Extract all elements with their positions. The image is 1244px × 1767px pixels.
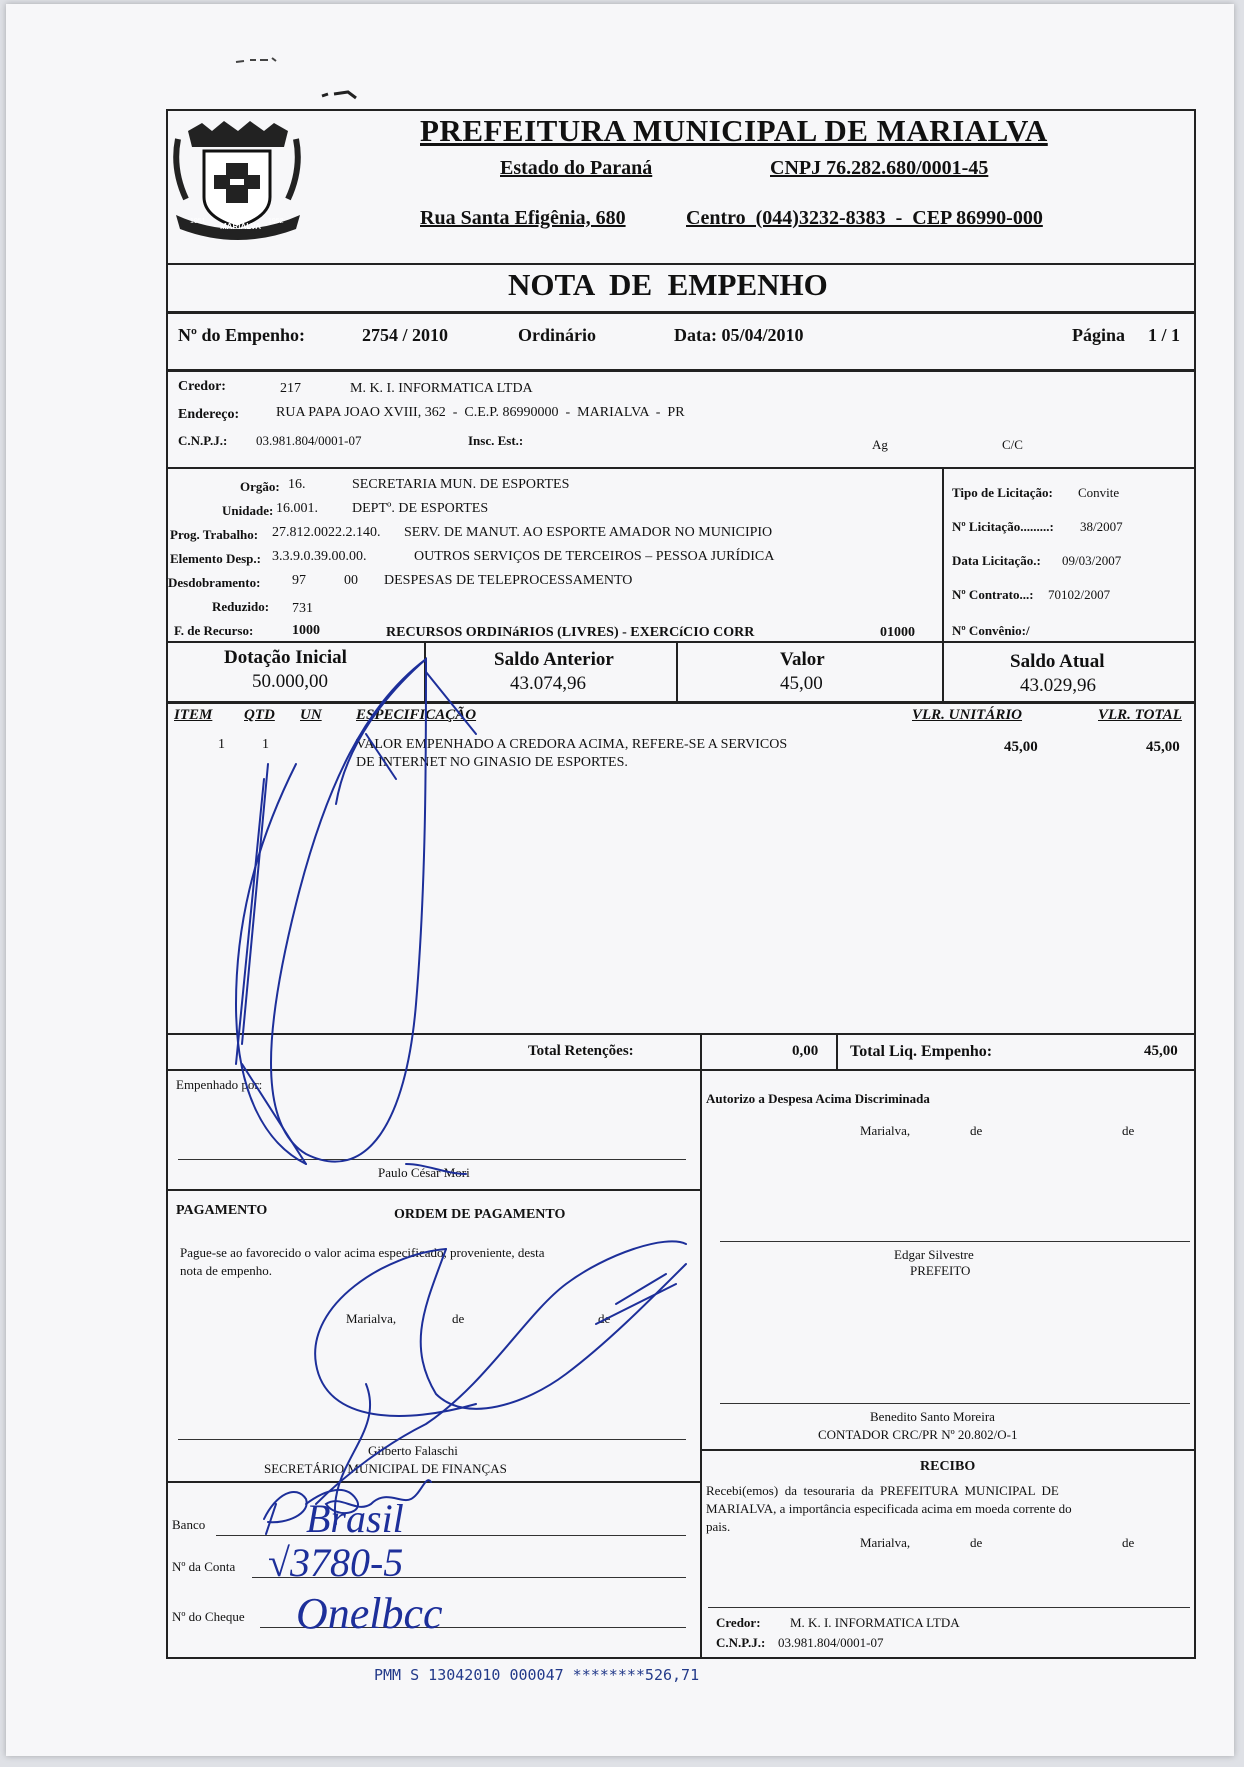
- document-page: [6, 4, 1234, 1756]
- pagamento-text-line2: nota de empenho.: [180, 1263, 273, 1278]
- coat-year-left: 1951: [190, 218, 206, 225]
- recurso-label: F. de Recurso:: [174, 623, 254, 638]
- recibo-credor-label: Credor:: [716, 1615, 761, 1630]
- recurso-code2: 01000: [880, 625, 915, 640]
- empenho-date: Data: 05/04/2010: [674, 325, 804, 345]
- elemento-label: Elemento Desp.:: [170, 551, 261, 566]
- doc-title: NOTA DE EMPENHO: [508, 267, 828, 302]
- pagamento-de1: de: [452, 1311, 465, 1326]
- autorizo-label: Autorizo a Despesa Acima Discriminada: [706, 1091, 930, 1106]
- col-qtd: QTD: [244, 707, 275, 723]
- saldo-atual-label: Saldo Atual: [1010, 651, 1105, 672]
- liq-empenho-label: Total Liq. Empenho:: [850, 1043, 993, 1060]
- endereco-label: Endereço:: [178, 407, 240, 422]
- dotacao-label: Dotação Inicial: [224, 647, 347, 668]
- prog-trabalho-code: 27.812.0022.2.140.: [272, 525, 381, 540]
- ag-label: Ag: [872, 437, 888, 452]
- prog-trabalho-label: Prog. Trabalho:: [170, 527, 259, 542]
- orgao-code: 16.: [288, 477, 306, 492]
- empenho-number-label: Nº do Empenho:: [178, 325, 305, 345]
- cheque-handwritten: Onelbcc: [296, 1589, 443, 1638]
- desdobramento-name: DESPESAS DE TELEPROCESSAMENTO: [384, 573, 633, 588]
- pagamento-place: Marialva,: [346, 1311, 397, 1326]
- page-label: Página: [1072, 325, 1126, 345]
- row-unit-value: 45,00: [1004, 739, 1038, 755]
- address-label: Rua Santa Efigênia, 680: [420, 207, 626, 229]
- coat-motto: MARIALVA: [220, 222, 262, 231]
- recibo-place: Marialva,: [860, 1535, 911, 1550]
- contrato-value: 70102/2007: [1048, 587, 1111, 602]
- contrato-label: Nº Contrato...:: [952, 587, 1034, 602]
- saldo-anterior-value: 43.074,96: [510, 673, 586, 694]
- data-licitacao-label: Data Licitação.:: [952, 553, 1041, 568]
- tipo-licitacao-label: Tipo de Licitação:: [952, 485, 1053, 500]
- desdobramento-label: Desdobramento:: [168, 575, 261, 590]
- top-scribble: [226, 54, 386, 104]
- autorizo-de1: de: [970, 1123, 983, 1138]
- col-vlr-unitario: VLR. UNITÁRIO: [912, 707, 1023, 723]
- coat-year-right: 1952: [268, 218, 284, 225]
- prog-trabalho-name: SERV. DE MANUT. AO ESPORTE AMADOR NO MUNICIPIO: [404, 525, 773, 540]
- valor-label: Valor: [780, 649, 825, 670]
- row-total-value: 45,00: [1146, 739, 1180, 755]
- liq-empenho-value: 45,00: [1144, 1043, 1178, 1059]
- tipo-licitacao-value: Convite: [1078, 485, 1120, 500]
- row-desc-line2: DE INTERNET NO GINASIO DE ESPORTES.: [356, 755, 628, 770]
- orgao-name: SECRETARIA MUN. DE ESPORTES: [352, 477, 570, 492]
- valor-value: 45,00: [780, 673, 823, 694]
- recibo-de1: de: [970, 1535, 983, 1550]
- dotacao-value: 50.000,00: [252, 671, 328, 692]
- conta-label: Nº da Conta: [172, 1559, 236, 1574]
- retencoes-label: Total Retenções:: [528, 1043, 634, 1059]
- empenho-type: Ordinário: [518, 325, 597, 345]
- col-item: ITEM: [174, 707, 213, 723]
- empenho-form: [166, 109, 1196, 1659]
- pagamento-de2: de: [598, 1311, 611, 1326]
- convenio-label: Nº Convênio:/: [952, 623, 1030, 638]
- col-especificacao: ESPECIFICAÇÃO: [356, 707, 477, 723]
- page-number: 1 / 1: [1148, 325, 1181, 345]
- ordem-pagamento-label: ORDEM DE PAGAMENTO: [394, 1207, 566, 1222]
- gilberto-title: SECRETÁRIO MUNICIPAL DE FINANÇAS: [264, 1461, 507, 1476]
- row-qtd: 1: [262, 737, 269, 752]
- col-un: UN: [300, 707, 322, 723]
- state-label: Estado do Paraná: [500, 157, 653, 179]
- payment-stamp: PMM S 13042010 000047 ********526,71: [374, 1666, 700, 1684]
- saldo-atual-value: 43.029,96: [1020, 675, 1096, 696]
- conta-handwritten: √3780-5: [268, 1540, 404, 1585]
- elemento-name: OUTROS SERVIÇOS DE TERCEIROS – PESSOA JURÍDICA: [414, 549, 775, 564]
- contador-name: Benedito Santo Moreira: [870, 1409, 995, 1424]
- unidade-code: 16.001.: [276, 501, 318, 516]
- banco-handwritten: Brasil: [306, 1496, 404, 1541]
- reduzido-value: 731: [292, 601, 313, 616]
- empenho-number: 2754 / 2010: [362, 325, 449, 345]
- saldo-anterior-label: Saldo Anterior: [494, 649, 614, 670]
- cc-label: C/C: [1002, 437, 1023, 452]
- reduzido-label: Reduzido:: [212, 599, 270, 614]
- prefeito-title: PREFEITO: [910, 1263, 971, 1278]
- contador-title: CONTADOR CRC/PR Nº 20.802/O-1: [818, 1427, 1018, 1442]
- recibo-text-line2: MARIALVA, a importância especificada acima em moeda corrente do: [706, 1501, 1072, 1516]
- prefeito-name: Edgar Silvestre: [894, 1247, 974, 1262]
- retencoes-value: 0,00: [792, 1043, 819, 1059]
- unidade-label: Unidade:: [222, 503, 274, 518]
- pagamento-label: PAGAMENTO: [176, 1203, 268, 1218]
- unidade-name: DEPTº. DE ESPORTES: [352, 501, 489, 516]
- empenhado-signer: Paulo César Mori: [378, 1165, 470, 1180]
- recibo-label: RECIBO: [920, 1459, 976, 1474]
- autorizo-de2: de: [1122, 1123, 1135, 1138]
- credor-code: 217: [280, 381, 301, 396]
- credor-name: M. K. I. INFORMATICA LTDA: [350, 381, 533, 396]
- recibo-de2: de: [1122, 1535, 1135, 1550]
- cnpj-credor-label: C.N.P.J.:: [178, 433, 228, 448]
- cnpj-label: CNPJ 76.282.680/0001-45: [770, 157, 989, 179]
- data-licitacao-value: 09/03/2007: [1062, 553, 1122, 568]
- num-licitacao-value: 38/2007: [1080, 519, 1123, 534]
- col-vlr-total: VLR. TOTAL: [1098, 707, 1182, 723]
- address-contact-label: Centro (044)3232-8383 - CEP 86990-000: [686, 207, 1043, 229]
- desdobramento-code2: 00: [344, 573, 358, 588]
- recibo-cnpj-label: C.N.P.J.:: [716, 1635, 766, 1650]
- recibo-credor-name: M. K. I. INFORMATICA LTDA: [790, 1615, 960, 1630]
- coat-of-arms-icon: [168, 111, 308, 241]
- recibo-text-line3: pais.: [706, 1519, 731, 1534]
- row-desc-line1: VALOR EMPENHADO A CREDORA ACIMA, REFERE-SE A SERVICOS: [356, 737, 788, 752]
- credor-address: RUA PAPA JOAO XVIII, 362 - C.E.P. 86990000 - MARIALVA - PR: [276, 405, 685, 420]
- recurso-name: RECURSOS ORDINáRIOS (LIVRES) - EXERCíCIO CORR: [386, 625, 755, 640]
- orgao-label: Orgão:: [240, 479, 280, 494]
- page-title: PREFEITURA MUNICIPAL DE MARIALVA: [420, 113, 1048, 148]
- recurso-code: 1000: [292, 623, 320, 638]
- desdobramento-code: 97: [292, 573, 306, 588]
- cheque-label: Nº do Cheque: [172, 1609, 245, 1624]
- empenhado-por-label: Empenhado por:: [176, 1077, 263, 1092]
- banco-label: Banco: [172, 1517, 206, 1532]
- autorizo-place: Marialva,: [860, 1123, 911, 1138]
- recibo-cnpj-value: 03.981.804/0001-07: [778, 1635, 884, 1650]
- credor-label: Credor:: [178, 379, 226, 394]
- recibo-text-line1: Recebi(emos) da tesouraria da PREFEITURA MUNICIPAL DE: [706, 1483, 1059, 1498]
- elemento-code: 3.3.9.0.39.00.00.: [272, 549, 367, 564]
- credor-cnpj: 03.981.804/0001-07: [256, 433, 362, 448]
- pagamento-text-line1: Pague-se ao favorecido o valor acima especificado, proveniente, desta: [180, 1245, 545, 1260]
- row-item: 1: [218, 737, 225, 752]
- num-licitacao-label: Nº Licitação.........:: [952, 519, 1054, 534]
- gilberto-name: Gilberto Falaschi: [368, 1443, 458, 1458]
- insc-est-label: Insc. Est.:: [468, 433, 524, 448]
